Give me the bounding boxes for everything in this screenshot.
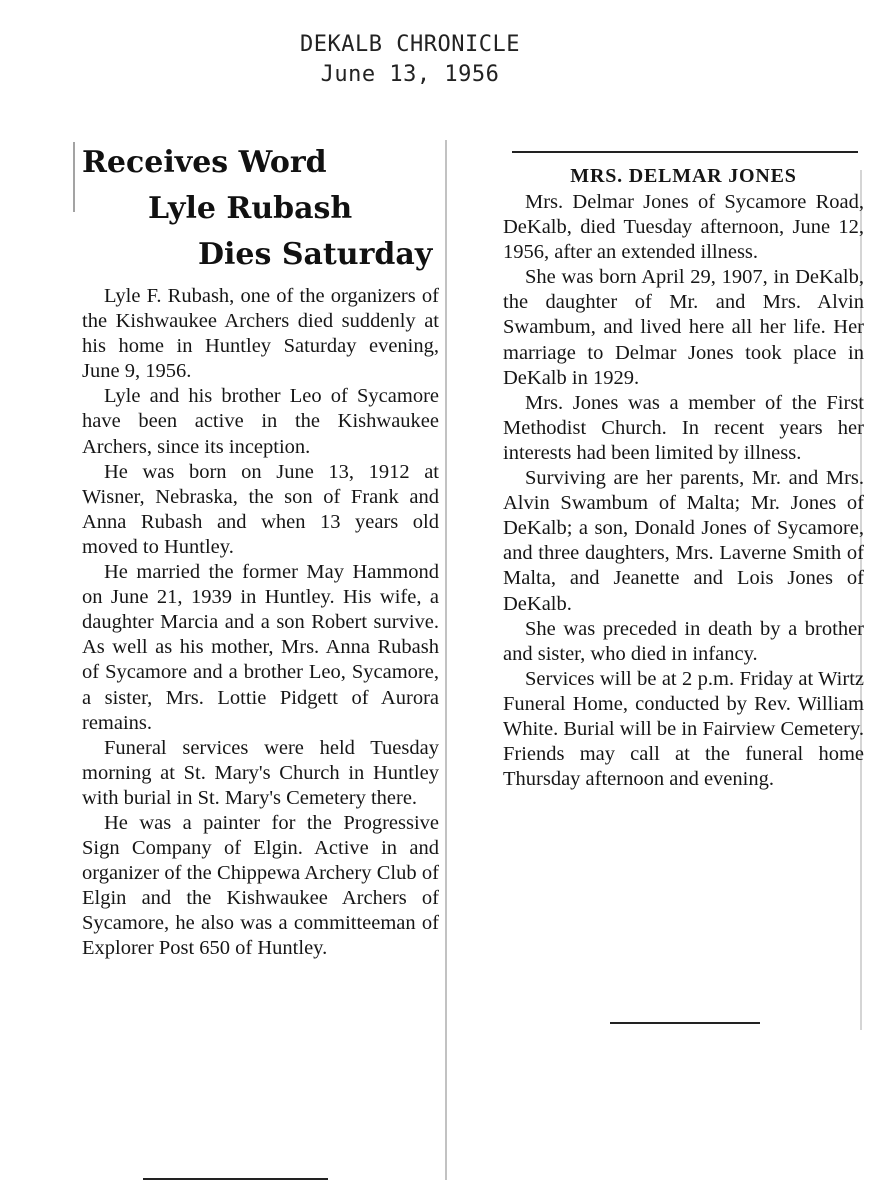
article-paragraph: She was preceded in death by a brother and sister, who died in infancy.	[503, 617, 864, 665]
article-paragraph: Surviving are her parents, Mr. and Mrs. Alvin Swambum of Malta; Mr. Jones of DeKalb; a son, Donald Jones of Sycamore, and three daughters, Mrs. Laverne Smith of Malta, and Jeanette and Lois Jones of DeKalb.	[503, 467, 864, 615]
article-paragraph: Lyle and his brother Leo of Sycamore have been active in the Kishwaukee Archers, since its inception.	[82, 385, 439, 458]
article-paragraph: Mrs. Jones was a member of the First Methodist Church. In recent years her interests had been limited by illness.	[503, 391, 864, 464]
article-paragraph: He was born on June 13, 1912 at Wisner, Nebraska, the son of Frank and Anna Rubash and when 13 years old moved to Huntley.	[82, 460, 439, 558]
headline-line: Receives Word	[82, 145, 327, 180]
rubash-article	[82, 140, 439, 962]
headline-line: Lyle Rubash	[148, 191, 353, 226]
end-rule	[610, 1022, 760, 1024]
newspaper-name: DEKALB CHRONICLE	[300, 32, 520, 57]
article-paragraph: Mrs. Delmar Jones of Sycamore Road, DeKalb, died Tuesday afternoon, June 12, 1956, after an extended illness.	[503, 191, 864, 264]
headline-line: Dies Saturday	[198, 237, 433, 272]
jones-article	[503, 150, 864, 792]
article-paragraph: Lyle F. Rubash, one of the organizers of the Kishwaukee Archers died suddenly at his home in Huntley Saturday evening, June 9, 1956.	[82, 285, 439, 383]
end-rule	[143, 1178, 328, 1180]
article-paragraph: He was a painter for the Progressive Sign Company of Elgin. Active in and organizer of the Chippewa Archery Club of Elgin and the Kishwaukee Archers of Sycamore, he also was a committeeman of Explorer Post 650 of Huntley.	[82, 811, 439, 960]
article-paragraph: He married the former May Hammond on June 21, 1939 in Huntley. His wife, a daughter Marcia and a son Robert survive. As well as his mother, Mrs. Anna Rubash of Sycamore and a brother Leo, Sycamore, a sister, Mrs. Lottie Pidgett of Aurora remains.	[82, 561, 439, 734]
column-divider	[445, 140, 447, 1180]
newspaper-date: June 13, 1956	[320, 62, 500, 87]
article-paragraph: She was born April 29, 1907, in DeKalb, the daughter of Mr. and Mrs. Alvin Swambum, and lived here all her life. Her marriage to Delmar Jones took place in DeKalb in 1929.	[503, 266, 864, 389]
article-paragraph: Funeral services were held Tuesday morning at St. Mary's Church in Huntley with burial in St. Mary's Cemetery there.	[82, 736, 439, 809]
column-edge-left	[73, 142, 75, 212]
newspaper-header	[0, 30, 820, 90]
article-headline	[82, 140, 439, 278]
article-paragraph: Services will be at 2 p.m. Friday at Wirtz Funeral Home, conducted by Rev. William White. Burial will be in Fairview Cemetery. Friends may call at the funeral home Thursday afternoon and evening.	[503, 667, 864, 791]
obituary-name: MRS. DELMAR JONES	[570, 165, 797, 187]
